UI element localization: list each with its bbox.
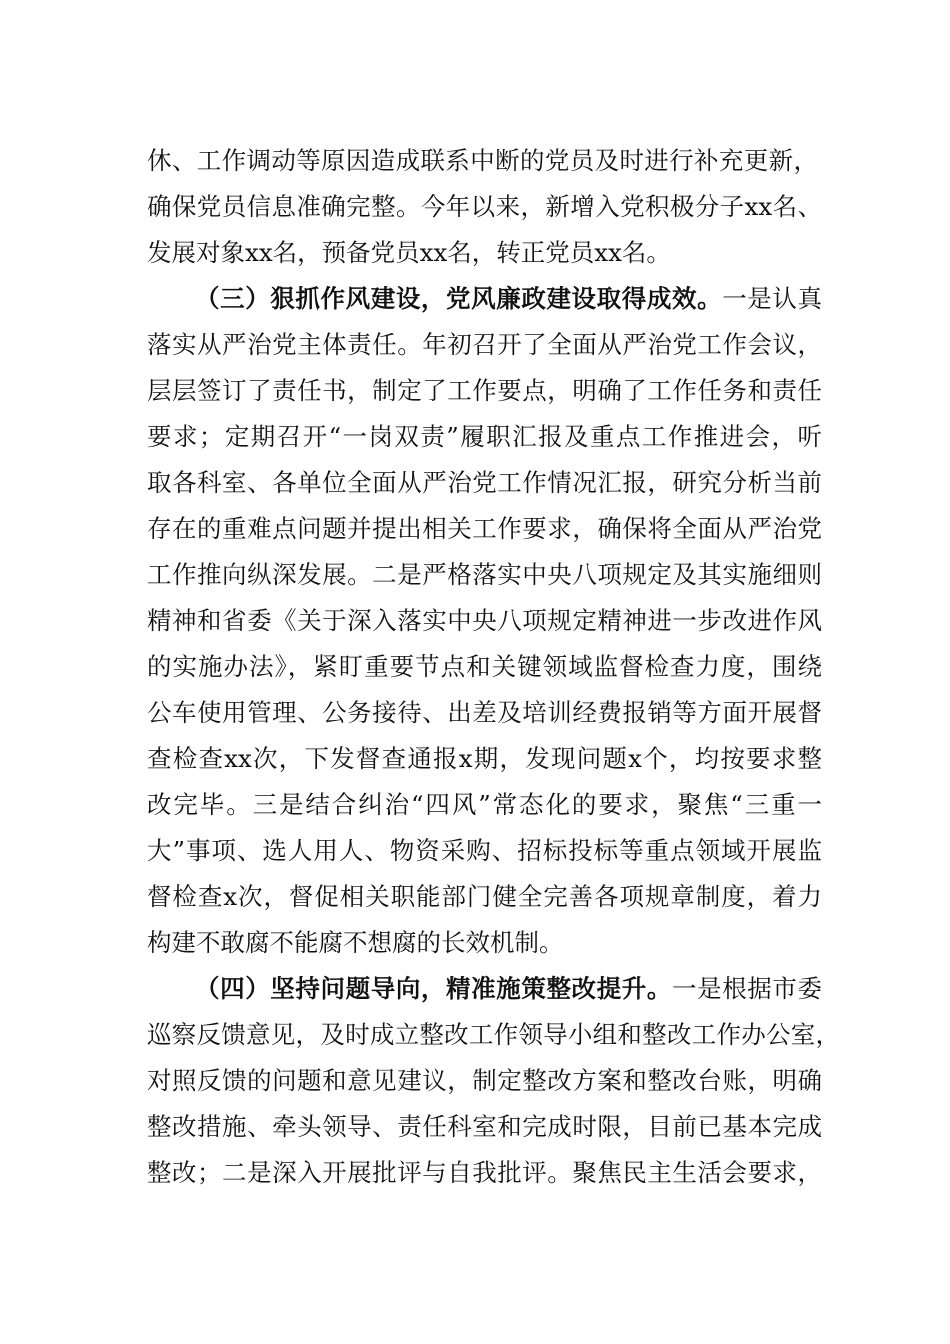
text-line-14: 查检查xx次，下发督查通报x期，发现问题x个，均按要求整	[147, 744, 822, 773]
text-line-5: 落实从严治党主体责任。年初召开了全面从严治党工作会议，	[147, 330, 822, 359]
section-4-first-line	[195, 974, 822, 1004]
text-line-9: 存在的重难点问题并提出相关工作要求，确保将全面从严治党	[147, 514, 822, 543]
text-line-13: 公车使用管理、公务接待、出差及培训经费报销等方面开展督	[147, 698, 822, 727]
text-line-1: 休、工作调动等原因造成联系中断的党员及时进行补充更新，	[147, 146, 818, 175]
section-3-lead-text: 一是认真	[722, 284, 822, 313]
text-line-20: 巡察反馈意见，及时成立整改工作领导小组和整改工作办公室，	[147, 1020, 840, 1049]
text-line-12: 的实施办法》，紧盯重要节点和关键领域监督检查力度，围绕	[147, 652, 822, 681]
section-3-heading: （三）狠抓作风建设，党风廉政建设取得成效。	[195, 284, 723, 313]
text-line-6: 层层签订了责任书，制定了工作要点，明确了工作任务和责任	[147, 376, 822, 405]
section-4-heading: （四）坚持问题导向，精准施策整改提升。	[195, 974, 672, 1003]
text-line-21: 对照反馈的问题和意见建议，制定整改方案和整改台账，明确	[147, 1066, 822, 1095]
text-line-17: 督检查x次，督促相关职能部门健全完善各项规章制度，着力	[147, 882, 822, 911]
text-line-15: 改完毕。三是结合纠治“四风”常态化的要求，聚焦“三重一	[147, 790, 822, 819]
text-line-16: 大”事项、选人用人、物资采购、招标投标等重点领域开展监	[147, 836, 822, 865]
text-line-3: 发展对象xx名，预备党员xx名，转正党员xx名。	[147, 238, 671, 267]
text-line-22: 整改措施、牵头领导、责任科室和完成时限，目前已基本完成	[147, 1112, 822, 1141]
text-line-11: 精神和省委《关于深入落实中央八项规定精神进一步改进作风	[147, 606, 822, 635]
text-line-18: 构建不敢腐不能腐不想腐的长效机制。	[147, 928, 564, 957]
text-line-23: 整改；二是深入开展批评与自我批评。聚焦民主生活会要求，	[147, 1158, 822, 1187]
text-line-10: 工作推向纵深发展。二是严格落实中央八项规定及其实施细则	[147, 560, 822, 589]
text-line-2: 确保党员信息准确完整。今年以来，新增入党积极分子xx名、	[147, 192, 822, 221]
text-line-7: 要求；定期召开“一岗双责”履职汇报及重点工作推进会，听	[147, 422, 822, 451]
text-line-8: 取各科室、各单位全面从严治党工作情况汇报，研究分析当前	[147, 468, 822, 497]
section-4-lead-text: 一是根据市委	[671, 974, 823, 1003]
section-3-first-line	[195, 284, 822, 314]
